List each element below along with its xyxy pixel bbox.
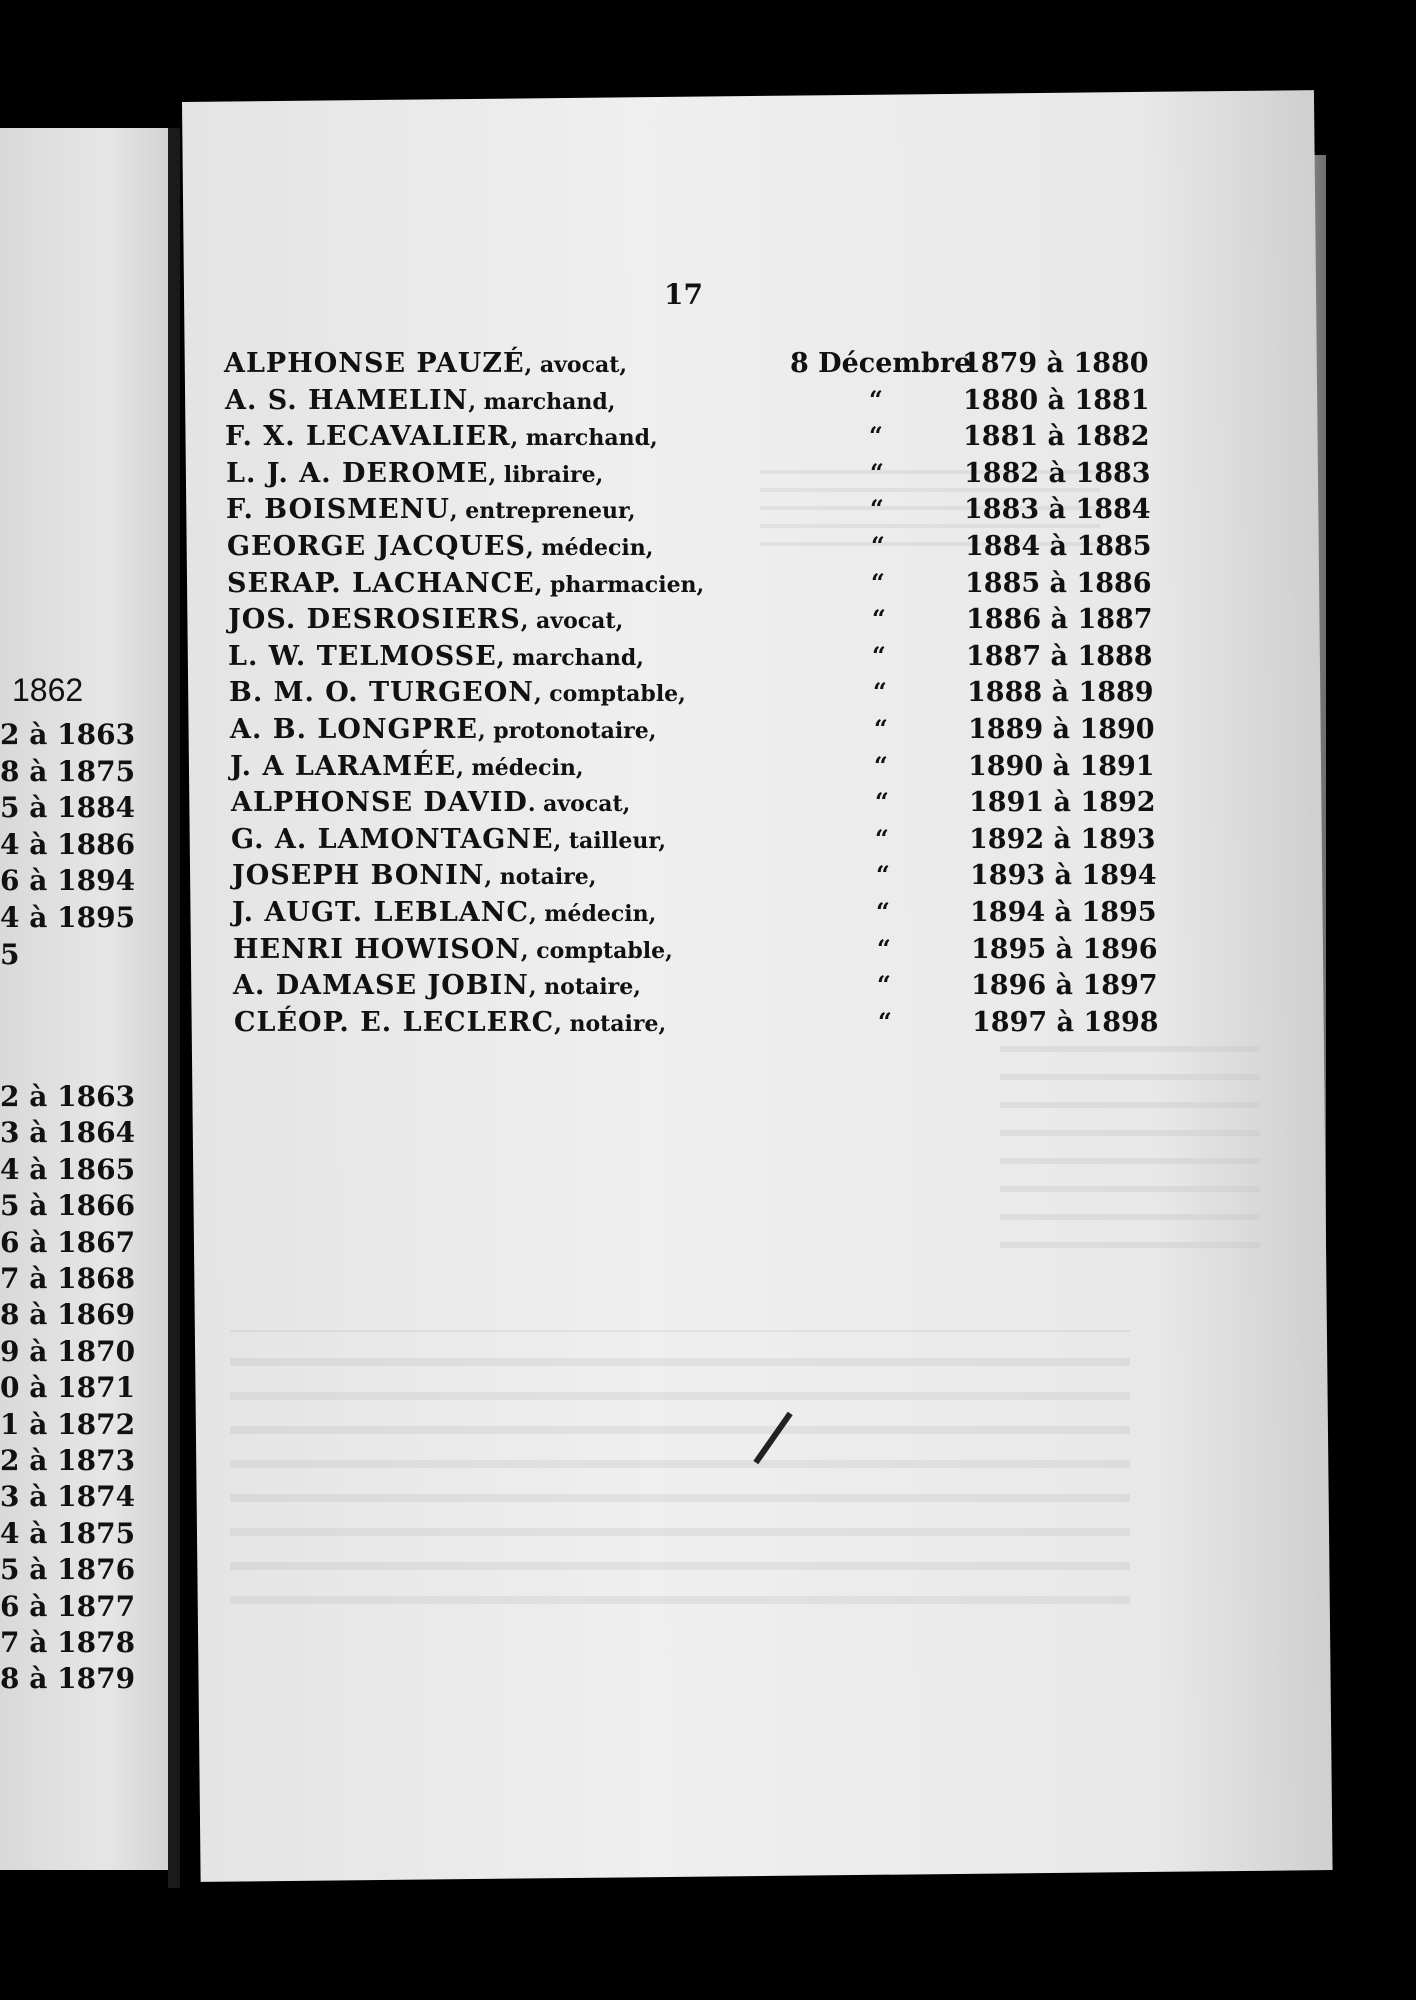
mayor-occupation: , médecin, — [456, 754, 584, 781]
left-page-entry: 5 à 1884 — [0, 791, 136, 825]
left-page-entry: 0 à 1871 — [0, 1371, 136, 1405]
left-page-entry: 6 à 1867 — [0, 1225, 136, 1259]
mayor-entry — [0, 824, 1200, 860]
mayor-name: JOS. DESROSIERS, avocat, — [228, 604, 624, 636]
mayor-name: ALPHONSE PAUZÉ, avocat, — [224, 348, 628, 379]
left-page-entry: 8 à 1869 — [0, 1298, 136, 1332]
ditto-mark: “ — [875, 787, 889, 817]
mayor-name: L. J. A. DEROME, libraire, — [226, 457, 604, 489]
mayor-occupation: , pharmacien, — [534, 571, 705, 598]
ditto-mark: “ — [873, 677, 887, 707]
ditto-mark: “ — [877, 970, 891, 1000]
mayor-occupation: . avocat, — [527, 791, 631, 818]
mayor-entry — [0, 604, 1200, 640]
ditto-mark: “ — [870, 457, 884, 487]
ditto-mark: “ — [871, 531, 885, 560]
mayor-name: A. DAMASE JOBIN, notaire, — [233, 970, 641, 1002]
mayor-name: G. A. LAMONTAGNE, tailleur, — [231, 823, 666, 855]
term-years: 1890 à 1891 — [968, 750, 1155, 782]
ditto-mark: “ — [877, 933, 891, 963]
left-page-year-heading: 1862 — [12, 672, 84, 708]
term-years: 1884 à 1885 — [965, 531, 1152, 562]
mayor-name: J. A LARAMÉE, médecin, — [230, 750, 584, 782]
ditto-mark: “ — [878, 1006, 892, 1036]
mayor-occupation: , avocat, — [524, 352, 628, 378]
mayor-name: A. B. LONGPRE, protonotaire, — [230, 714, 657, 745]
mayor-entry — [0, 385, 1200, 421]
term-years: 1879 à 1880 — [962, 348, 1149, 379]
mayor-occupation: , entrepreneur, — [449, 498, 636, 525]
term-years: 1889 à 1890 — [968, 714, 1155, 745]
left-page-entry: 4 à 1895 — [0, 901, 136, 934]
left-page-entry: 7 à 1868 — [0, 1262, 136, 1295]
ditto-mark: “ — [870, 494, 884, 524]
mayor-name: CLÉOP. E. LECLERC, notaire, — [234, 1006, 667, 1038]
ditto-mark: “ — [876, 860, 890, 890]
mayor-name: F. BOISMENU, entrepreneur, — [226, 494, 636, 526]
left-page-entry: 2 à 1863 — [0, 718, 136, 751]
term-years: 1885 à 1886 — [965, 567, 1152, 599]
mayor-occupation: , notaire, — [554, 1010, 667, 1037]
mayor-occupation: , marchand, — [468, 388, 616, 415]
ditto-mark: “ — [869, 384, 883, 414]
term-years: 1897 à 1898 — [972, 1006, 1159, 1038]
mayor-name: JOSEPH BONIN, notaire, — [232, 860, 597, 892]
mayor-name: SERAP. LACHANCE, pharmacien, — [227, 567, 705, 599]
page-number: 17 — [664, 278, 703, 311]
term-years: 1883 à 1884 — [964, 494, 1151, 526]
mayor-occupation: , comptable, — [533, 681, 686, 708]
term-years: 1882 à 1883 — [964, 457, 1151, 489]
mayor-entry — [0, 677, 1200, 713]
term-years: 1880 à 1881 — [963, 384, 1150, 416]
mayor-occupation: , tailleur, — [553, 827, 666, 854]
term-years: 1893 à 1894 — [970, 860, 1157, 892]
ditto-mark: “ — [869, 421, 883, 451]
term-years: 1892 à 1893 — [969, 823, 1156, 855]
ditto-mark: “ — [872, 640, 886, 670]
left-page-entry: 6 à 1877 — [0, 1589, 136, 1623]
mayor-name: ALPHONSE DAVID. avocat, — [231, 787, 631, 819]
mayor-name: A. S. HAMELIN, marchand, — [225, 384, 616, 416]
left-page-entry: 8 à 1879 — [0, 1662, 136, 1696]
term-years: 1881 à 1882 — [963, 421, 1150, 453]
election-date: 8 Décembre — [790, 348, 972, 379]
mayor-entry — [0, 1007, 1200, 1043]
mayor-entry — [0, 531, 1200, 567]
ditto-mark: “ — [875, 823, 889, 853]
mayor-entry — [0, 568, 1200, 604]
mayor-entry — [0, 714, 1200, 750]
mayor-name: GEORGE JACQUES, médecin, — [227, 531, 654, 562]
mayor-entry — [0, 348, 1200, 384]
bleed-through-texture — [1000, 1030, 1260, 1270]
term-years: 1888 à 1889 — [967, 677, 1154, 709]
ditto-mark: “ — [871, 567, 885, 597]
term-years: 1886 à 1887 — [966, 604, 1153, 636]
ditto-mark: “ — [872, 604, 886, 634]
mayor-occupation: , notaire, — [484, 864, 597, 891]
left-page-entry: 7 à 1878 — [0, 1626, 136, 1659]
mayor-occupation: , comptable, — [520, 937, 673, 964]
term-years: 1887 à 1888 — [966, 640, 1153, 672]
mayor-name: B. M. O. TURGEON, comptable, — [229, 677, 686, 709]
mayor-name: L. W. TELMOSSE, marchand, — [228, 640, 644, 672]
left-page-entry: 5 — [0, 937, 20, 971]
left-page-entry: 8 à 1875 — [0, 754, 136, 788]
ditto-mark: “ — [874, 750, 888, 780]
bleed-through-texture — [230, 1330, 1130, 1630]
term-years: 1894 à 1895 — [970, 897, 1157, 928]
mayor-occupation: , libraire, — [488, 461, 604, 488]
mayor-entry — [0, 751, 1200, 787]
ditto-mark: “ — [876, 897, 890, 926]
left-page-entry: 1 à 1872 — [0, 1407, 136, 1441]
term-years: 1895 à 1896 — [971, 933, 1158, 965]
left-page-entry: 4 à 1875 — [0, 1516, 136, 1550]
mayor-occupation: , marchand, — [496, 644, 644, 671]
mayor-occupation: , médecin, — [528, 901, 657, 927]
mayor-entry — [0, 860, 1200, 896]
left-page-entry: 6 à 1894 — [0, 864, 136, 898]
mayor-entry — [0, 641, 1200, 677]
mayor-entry — [0, 494, 1200, 530]
mayor-entry — [0, 897, 1200, 933]
left-page-entry: 5 à 1866 — [0, 1189, 136, 1223]
mayor-entry — [0, 458, 1200, 494]
left-page-entry: 2 à 1863 — [0, 1080, 136, 1113]
left-page-entry: 2 à 1873 — [0, 1444, 136, 1477]
mayor-name: HENRI HOWISON, comptable, — [233, 933, 673, 965]
mayor-entry — [0, 934, 1200, 970]
mayor-occupation: , médecin, — [526, 535, 654, 561]
mayor-occupation: , protonotaire, — [477, 718, 657, 744]
mayor-occupation: , marchand, — [510, 425, 658, 452]
left-page-entry: 3 à 1874 — [0, 1480, 136, 1514]
left-page-entry: 4 à 1886 — [0, 827, 136, 861]
left-page-entry: 9 à 1870 — [0, 1334, 136, 1368]
mayor-entry — [0, 787, 1200, 823]
term-years: 1896 à 1897 — [971, 970, 1158, 1002]
left-page-entry: 4 à 1865 — [0, 1152, 136, 1186]
mayor-entry — [0, 970, 1200, 1006]
term-years: 1891 à 1892 — [969, 787, 1156, 819]
left-page-entry: 3 à 1864 — [0, 1116, 136, 1150]
mayor-name: J. AUGT. LEBLANC, médecin, — [232, 897, 657, 928]
ditto-mark: “ — [874, 714, 888, 743]
mayor-occupation: , notaire, — [528, 974, 641, 1001]
mayor-entry — [0, 421, 1200, 457]
mayor-name: F. X. LECAVALIER, marchand, — [225, 421, 658, 453]
left-page-entry: 5 à 1876 — [0, 1553, 136, 1587]
mayor-occupation: , avocat, — [520, 608, 624, 635]
